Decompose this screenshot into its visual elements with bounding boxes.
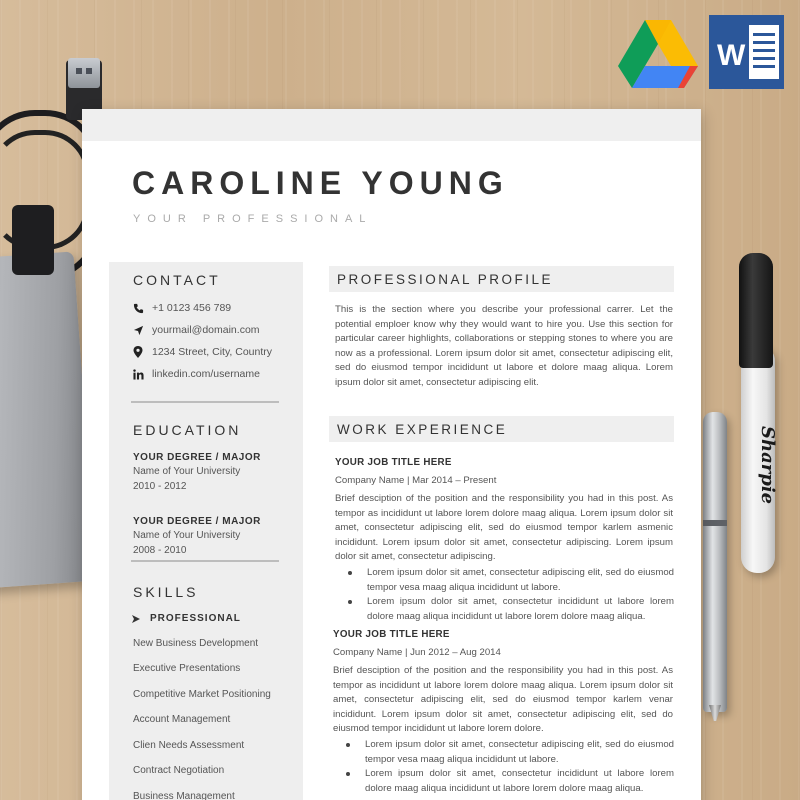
marker-cap: [739, 253, 773, 368]
contact-email: [131, 322, 260, 338]
education-school: Name of Your University: [133, 466, 241, 477]
hard-drive-connector: [12, 205, 54, 275]
job-bullet: [334, 566, 674, 595]
location-pin-icon: [131, 345, 145, 359]
education-divider: [131, 560, 279, 562]
job-description: Brief desciption of the position and the responsibility you had in this post. As tempor as incididunt ut labore lorem dolore maag aliqua. Lorem ipsum dolor sit amet, consectetur adipiscing elit, sed do eiusmod tempor karlem venar incididunt. Lorem ipsum dolor sit amet, consectetur adipiscing elit, sed do eiusmod tempor incididunt ut labore lorem dolore.: [333, 665, 673, 734]
page-top-band: [82, 109, 701, 141]
contact-phone-text: +1 0123 456 789: [152, 302, 232, 314]
candidate-profession: YOUR PROFESSIONAL: [133, 213, 373, 225]
job-bullet-list: [334, 566, 674, 624]
resume-sidebar: [109, 262, 303, 800]
svg-text:W: W: [717, 39, 746, 72]
education-years: 2008 - 2010: [133, 545, 187, 556]
education-school: Name of Your University: [133, 530, 241, 541]
bullet-dot-icon: [348, 571, 352, 575]
contact-email-text: yourmail@domain.com: [152, 324, 260, 336]
bullet-dot-icon: [348, 600, 352, 604]
microsoft-word-icon: [709, 15, 784, 89]
job-description: Brief desciption of the position and the responsibility you had in this post. As tempor as incididunt ut labore lorem dolore maag aliqua. Lorem ipsum dolor sit amet, consectetur adipiscing elit, sed do eiusmod tempor karlem asmenic incididunt. Lorem ipsum dolor sit amet, consectetur adipiscing. Lorem ipsum dolor sit amet, consectetur adipiscing.: [335, 493, 673, 562]
usb-connector: [68, 58, 100, 88]
skills-group-title: [131, 613, 241, 624]
skill-item: Executive Presentations: [133, 663, 241, 674]
contact-linkedin: [131, 366, 260, 382]
job-bullet-text: Lorem ipsum dolor sit amet, consectetur adipiscing elit, sed do eiusmod tempor vesa maag aliqua incididunt ut labore.: [367, 567, 674, 593]
job-bullet-text: Lorem ipsum dolor sit amet, consectetur incididunt ut labore lorem dolore maag aliqua incididunt ut labore lorem dolore maag aliqua.: [367, 596, 674, 622]
job-title: YOUR JOB TITLE HERE: [335, 457, 452, 468]
job-bullet-list: [332, 738, 674, 796]
skill-item: Clien Needs Assessment: [133, 740, 245, 751]
profile-text: This is the section where you describe your professional carrer. Let the potential emploer know why they would want to hire you. Use this section for particular career highlights, collaborations or stepping stones to where you are now as a professional. Lorem ipsum dolor sit amet, consectetur adipiscing elit, sed do eiusmod tempor incididunt ut labore et dolore maag aliqua. Lorem ipsum dolor sit amet, consectetur adipiscing elit.: [335, 304, 673, 388]
education-degree: YOUR DEGREE / MAJOR: [133, 516, 261, 527]
skill-item: Business Management: [133, 791, 235, 800]
contact-address: [131, 344, 272, 360]
send-icon: [131, 323, 145, 337]
silver-pen-band: [703, 520, 727, 526]
work-heading: WORK EXPERIENCE: [337, 422, 508, 437]
silver-pen-tip: [709, 705, 721, 721]
education-degree: YOUR DEGREE / MAJOR: [133, 452, 261, 463]
bullet-dot-icon: [346, 743, 350, 747]
contact-heading: CONTACT: [133, 272, 221, 288]
job-title: YOUR JOB TITLE HERE: [333, 629, 450, 640]
job-bullet: [332, 738, 674, 767]
candidate-name: CAROLINE YOUNG: [132, 165, 509, 201]
contact-phone: [131, 300, 231, 316]
skill-item: Account Management: [133, 714, 231, 725]
marker-brand-label: Sharpie: [757, 425, 778, 505]
contact-divider: [131, 401, 279, 403]
profile-heading-band: [329, 266, 674, 292]
profile-heading: PROFESSIONAL PROFILE: [337, 272, 554, 287]
skill-item: New Business Development: [133, 638, 259, 649]
job-bullet-text: Lorem ipsum dolor sit amet, consectetur adipiscing elit, sed do eiusmod tempor vesa maag aliqua incididunt ut labore.: [365, 739, 674, 765]
skills-heading: SKILLS: [133, 584, 199, 600]
job-company-dates: Company Name | Mar 2014 – Present: [335, 475, 497, 486]
linkedin-icon: [131, 367, 145, 381]
job-company-dates: Company Name | Jun 2012 – Aug 2014: [333, 647, 501, 658]
google-drive-icon: [618, 18, 698, 90]
skill-item: Contract Negotiation: [133, 765, 225, 776]
contact-linkedin-text: linkedin.com/username: [152, 368, 260, 380]
job-bullet: [332, 767, 674, 796]
job-bullet: [334, 595, 674, 624]
education-heading: EDUCATION: [133, 422, 242, 438]
contact-address-text: 1234 Street, City, Country: [152, 346, 273, 358]
work-heading-band: [329, 416, 674, 442]
arrow-right-icon: [131, 614, 141, 624]
skills-group-label: PROFESSIONAL: [150, 613, 241, 624]
job-bullet-text: Lorem ipsum dolor sit amet, consectetur incididunt ut labore lorem dolore maag aliqua incididunt ut labore lorem dolore maag aliqua.: [365, 768, 674, 794]
bullet-dot-icon: [346, 772, 350, 776]
resume-page: [82, 109, 701, 800]
education-years: 2010 - 2012: [133, 481, 187, 492]
phone-icon: [131, 301, 145, 315]
skill-item: Competitive Market Positioning: [133, 689, 271, 700]
silver-pen: [703, 412, 727, 712]
